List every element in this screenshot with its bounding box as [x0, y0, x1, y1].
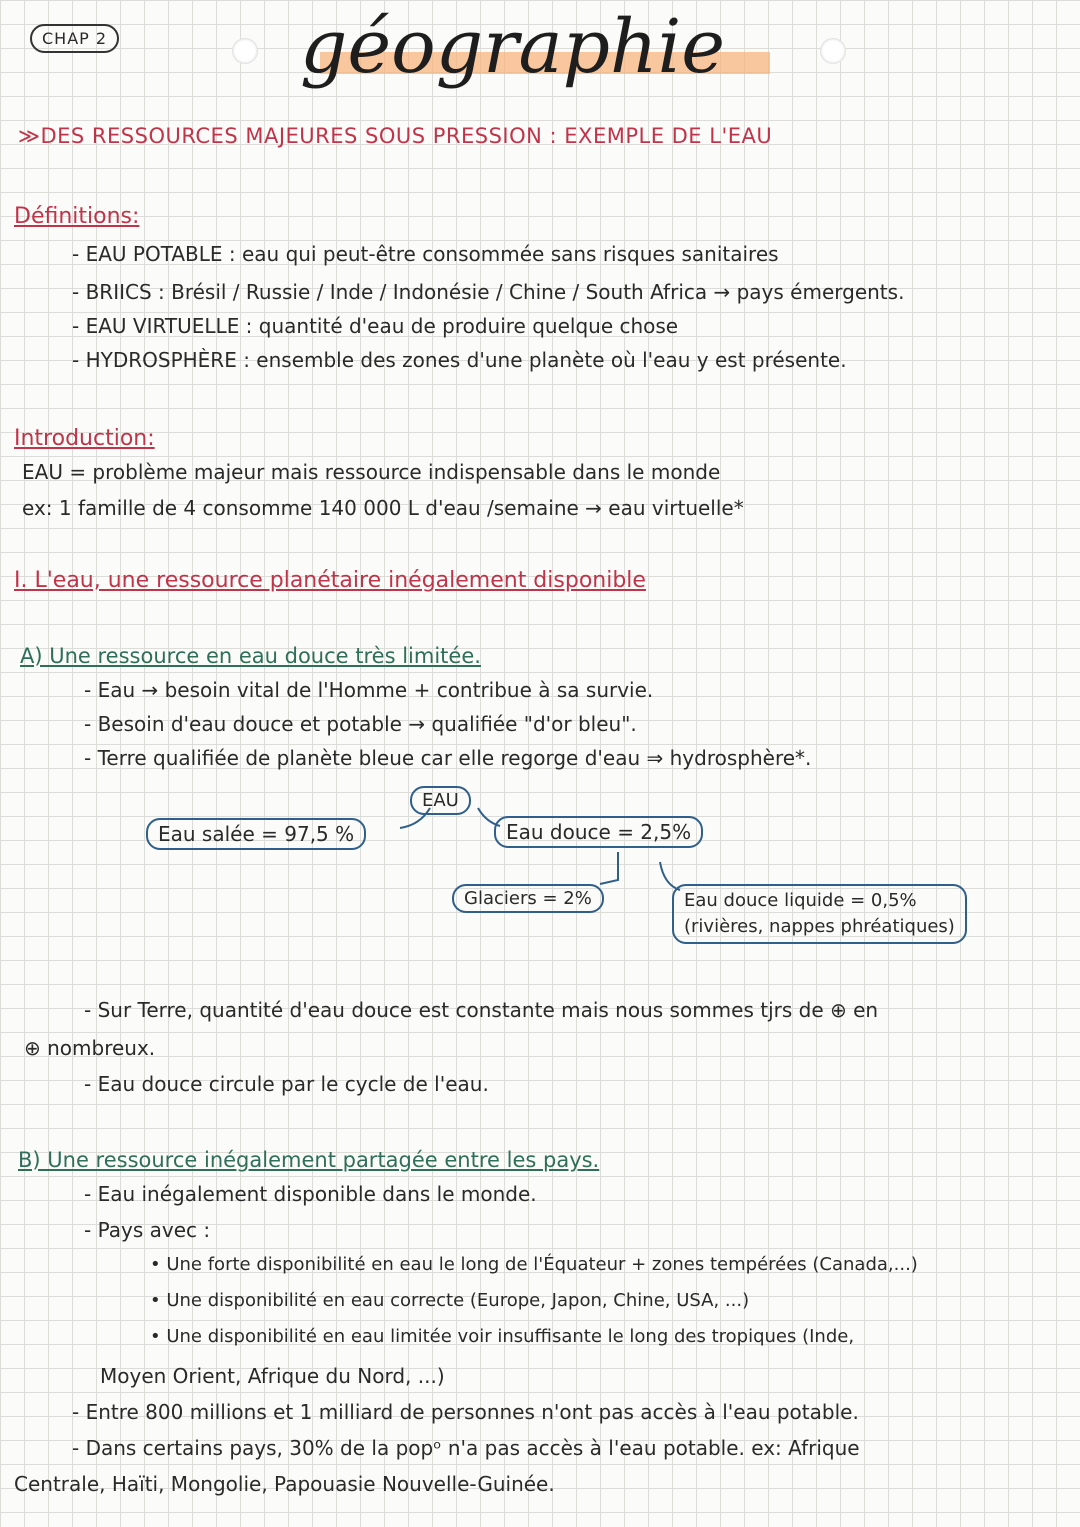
sectionA-line: - Besoin d'eau douce et potable → qualifiée "d'or bleu". — [84, 712, 637, 736]
sectionB-bullet: • Une forte disponibilité en eau le long de l'Équateur + zones tempérées (Canada,...) — [150, 1254, 918, 1275]
sectionB-heading: B) Une ressource inégalement partagée entre les pays. — [18, 1148, 600, 1172]
definition-item: - EAU VIRTUELLE : quantité d'eau de produire quelque chose — [72, 314, 679, 338]
sectionB-bullet: • Une disponibilité en eau correcte (Europe, Japon, Chine, USA, ...) — [150, 1290, 750, 1311]
chapter-label: CHAP 2 — [30, 24, 119, 53]
definition-item: - HYDROSPHÈRE : ensemble des zones d'une planète où l'eau y est présente. — [72, 348, 847, 372]
intro-line-1: EAU = problème majeur mais ressource indispensable dans le monde — [22, 460, 721, 484]
definition-item: - EAU POTABLE : eau qui peut-être consommée sans risques sanitaires — [72, 242, 779, 266]
diagram-root-eau: EAU — [410, 786, 471, 815]
sectionB-line: Moyen Orient, Afrique du Nord, ...) — [100, 1364, 445, 1388]
intro-line-2: ex: 1 famille de 4 consomme 140 000 L d'eau /semaine → eau virtuelle* — [22, 496, 744, 520]
diagram-liquid-line-1: Eau douce liquide = 0,5% — [684, 890, 917, 911]
sectionB-line: - Entre 800 millions et 1 milliard de personnes n'ont pas accès à l'eau potable. — [72, 1400, 859, 1424]
diagram-liquid-freshwater — [672, 884, 967, 944]
part1-heading: I. L'eau, une ressource planétaire inégalement disponible — [14, 568, 646, 593]
definition-item: - BRIICS : Brésil / Russie / Inde / Indonésie / Chine / South Africa → pays émergents. — [72, 280, 905, 304]
sectionB-line: - Dans certains pays, 30% de la popᵒ n'a pas accès à l'eau potable. ex: Afrique — [72, 1436, 860, 1460]
sectionB-line: - Pays avec : — [84, 1218, 211, 1242]
sectionB-bullet: • Une disponibilité en eau limitée voir insuffisante le long des tropiques (Inde, — [150, 1326, 855, 1347]
sectionB-line: Centrale, Haïti, Mongolie, Papouasie Nouvelle-Guinée. — [14, 1472, 555, 1496]
subtitle: ≫DES RESSOURCES MAJEURES SOUS PRESSION : EXEMPLE DE L'EAU — [18, 124, 773, 148]
sectionB-line: - Eau inégalement disponible dans le monde. — [84, 1182, 537, 1206]
sectionA-after-line: ⊕ nombreux. — [24, 1036, 156, 1060]
diagram-glaciers: Glaciers = 2% — [452, 884, 604, 913]
sectionA-after-line: - Sur Terre, quantité d'eau douce est constante mais nous sommes tjrs de ⊕ en — [84, 998, 879, 1022]
sectionA-heading: A) Une ressource en eau douce très limitée. — [20, 644, 481, 668]
sectionA-after-line: - Eau douce circule par le cycle de l'eau. — [84, 1072, 489, 1096]
diagram-salt-water: Eau salée = 97,5 % — [146, 818, 366, 850]
page-title: géographie — [300, 4, 726, 90]
sectionA-line: - Eau → besoin vital de l'Homme + contribue à sa survie. — [84, 678, 654, 702]
introduction-heading: Introduction: — [14, 426, 155, 451]
diagram-fresh-water: Eau douce = 2,5% — [494, 816, 703, 848]
sectionA-line: - Terre qualifiée de planète bleue car elle regorge d'eau ⇒ hydrosphère*. — [84, 746, 812, 770]
diagram-liquid-line-2: (rivières, nappes phréatiques) — [684, 916, 955, 937]
definitions-heading: Définitions: — [14, 204, 140, 229]
